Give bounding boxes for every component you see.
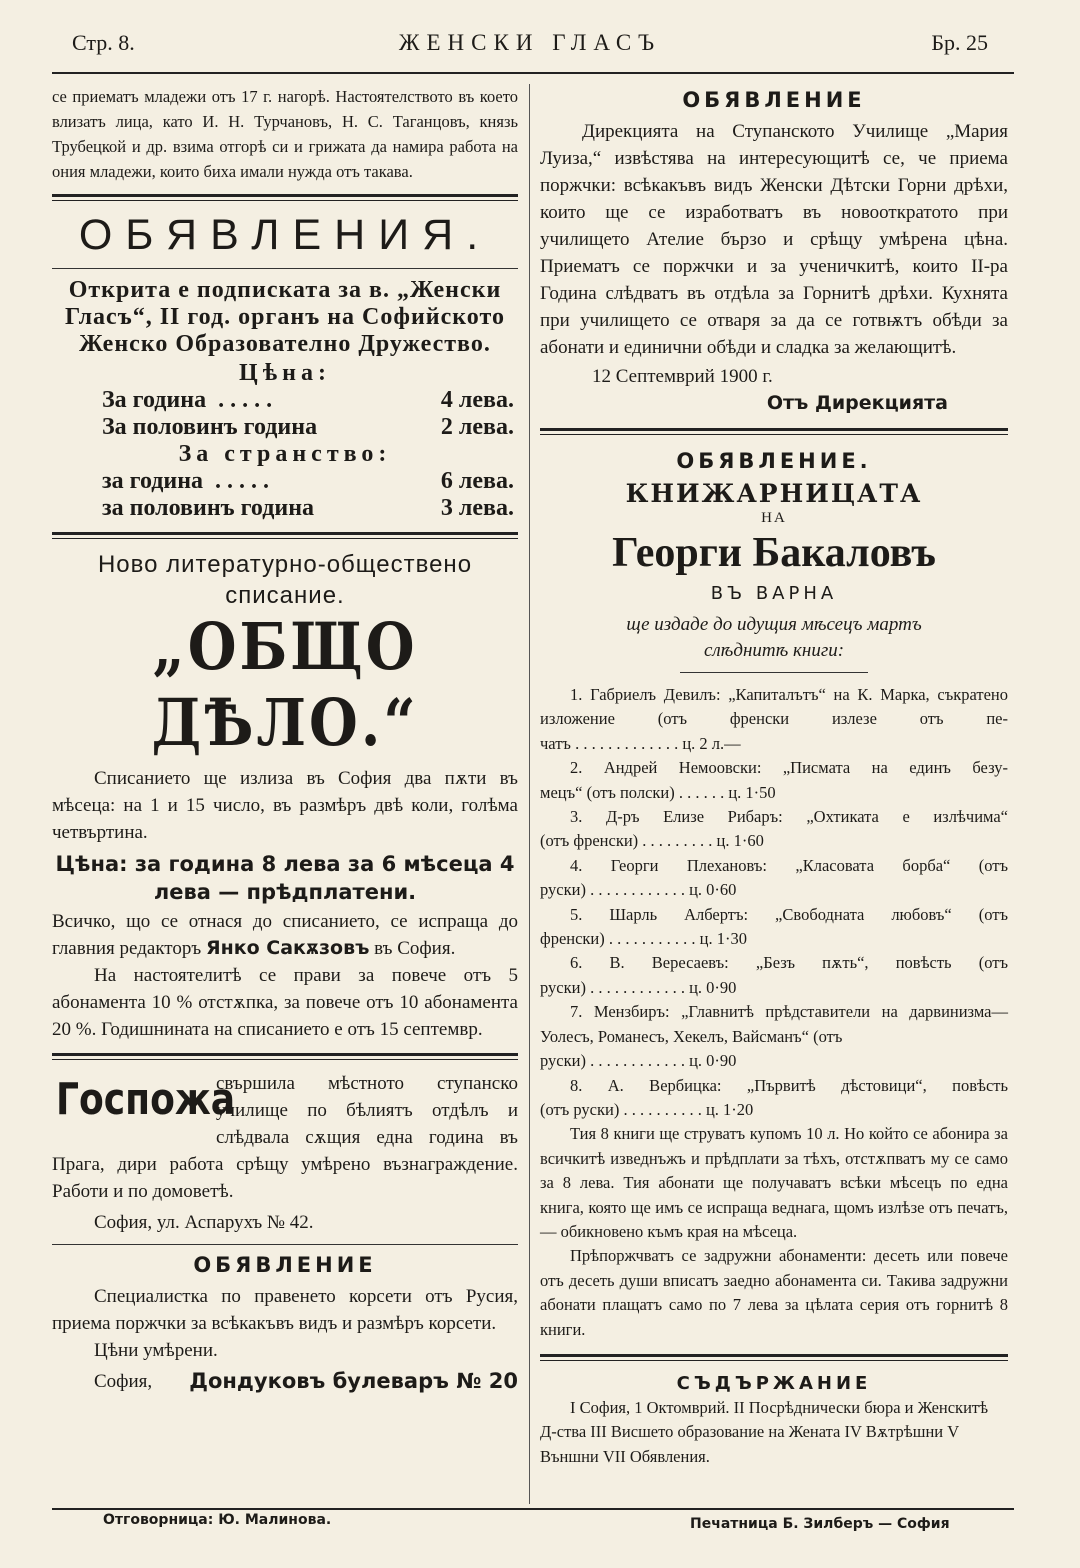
corset-text: Специалистка по правенето корсети отъ Русия, приема поржчки за всѣкакъвъ видъ и размѣръ корсети. xyxy=(52,1286,518,1334)
abroad-row xyxy=(52,495,518,522)
store-owner: Георги Бакаловъ xyxy=(612,530,936,576)
price-row xyxy=(52,387,518,414)
store-name: КНИЖАРНИЦАТА xyxy=(625,479,923,508)
thin-rule xyxy=(680,672,867,673)
book-ad-heading: ОБЯВЛЕНИЕ. xyxy=(676,449,872,473)
book-list xyxy=(540,683,1008,1342)
price-value: 6 лева. xyxy=(440,468,514,494)
school-text: Дирекцията на Ступанското Училище „Мария Луиза,“ извѣстява на интересующитѣ се, че приема поржчки: всѣкакъвъ видъ Женски Дѣтски Горни дрѣхи, които ще се изработватъ въ новооткратото при училището Ателие бързо и срѣщу умѣрена цѣна. Приематъ се поржчки и за ученичкитѣ, които II-ра Година слѣдватъ въ отдѣла за Горнитѣ дрѣхи. Кухнята при училището се отваря за да се готвѭтъ обѣди за абонати и единични обѣди и сладка за желающитѣ. xyxy=(540,121,1008,358)
book-price-line: (отъ руски) . . . . . . . . . . ц. 1·20 xyxy=(540,1099,754,1119)
gospozha-ad xyxy=(52,1070,518,1205)
journal-title: „ОБЩО ДѢЛО.“ xyxy=(151,609,419,761)
book-offer: Тия 8 книги ще струватъ купомъ 10 л. Но който се абонира за всичкитѣ изведнъжъ и прѣдплати за тѣхъ, отстѫпватъ му се само за 8 лева. Тия абонати ще получаватъ всѣки мѣсецъ по една книга, която ще имъ се испраща веднага, щомъ излѣзе отъ печатъ, — обикновено къмъ края на мѣсеца. xyxy=(540,1124,1008,1241)
price-label: за година . . . . . xyxy=(102,468,270,494)
book-item: 6. В. Вересаевъ: „Безъ пѫть“, повѣсть (отъ xyxy=(570,953,1008,973)
corset-heading: ОБЯВЛЕНИЕ xyxy=(193,1253,377,1277)
book-price-line: френски) . . . . . . . . . . . ц. 1·30 xyxy=(540,929,747,949)
gospozha-address: София, ул. Аспарухъ № 42. xyxy=(94,1212,314,1233)
column-divider xyxy=(529,84,530,1504)
corset-prices: Цѣни умѣрени. xyxy=(94,1340,218,1361)
book-price-line: (отъ френски) . . . . . . . . . ц. 1·60 xyxy=(540,831,764,851)
abroad-heading: За странство: xyxy=(178,441,392,467)
subscription-notice: Открита е подписката за в. „Женски Гласъ“, II год. органъ на Софийското Женско Образователно Дружество. xyxy=(65,277,505,357)
book-item: 3. Д-ръ Елизе Рибаръ: „Охтиката е излѣчима“ xyxy=(570,807,1008,827)
section-rule xyxy=(52,1053,518,1060)
price-label: За половинъ година xyxy=(102,414,318,440)
page-number: Стр. 8. xyxy=(72,30,135,55)
journal-paragraph: Списанието ще излиза въ София два пѫти въ мѣсеца: на 1 и 15 число, въ размѣръ двѣ коли, голѣма четвъртина. xyxy=(52,768,518,843)
editor-name: Янко Сакѫзовъ xyxy=(205,937,370,959)
contents-text: I София, 1 Октомврий. II Посрѣднически бюра и Женскитѣ Д-ства III Висшето образование на Жената IV Вѫтрѣшни V Външни VII Обявления. xyxy=(540,1397,989,1466)
corset-address: Дондуковъ булеваръ № 20 xyxy=(189,1369,518,1393)
right-column xyxy=(540,84,1008,1469)
store-city: ВЪ ВАРНА xyxy=(710,583,838,604)
section-rule xyxy=(52,194,518,201)
price-label: За година . . . . . xyxy=(102,387,273,413)
footer-printer: Печатница Б. Зилберъ — София xyxy=(690,1516,950,1532)
book-item: 7. Мензбиръ: „Главнитѣ прѣдставители на дарвинизма—Уолесъ, Романесъ, Хекелъ, Вайсманъ“ (отъ xyxy=(540,1002,1008,1046)
newspaper-title: ЖЕНСКИ ГЛАСЪ xyxy=(398,30,662,55)
abroad-row xyxy=(52,468,518,495)
section-rule xyxy=(52,532,518,539)
price-value: 3 лева. xyxy=(440,495,514,521)
section-rule xyxy=(540,428,1008,435)
thin-rule xyxy=(52,268,518,269)
book-price-line: руски) . . . . . . . . . . . . ц. 0·90 xyxy=(540,977,737,997)
ads-heading: ОБЯВЛЕНИЯ. xyxy=(78,211,492,259)
journal-contact-city: въ София. xyxy=(374,938,456,959)
issue-number: Бр. 25 xyxy=(931,30,988,55)
school-date: 12 Септемврий 1900 г. xyxy=(592,366,773,387)
group-subscription: Прѣпоржчватъ се задружни абонаменти: десеть или повече отъ десеть души вписатъ заедно абонамента си. Такива задружни абонати плащатъ само по 7 лева за цѣлата серия отъ горнитѣ 8 книги. xyxy=(540,1246,1008,1339)
book-item: 2. Андрей Немоовски: „Писмата на единъ безу- xyxy=(570,758,1008,778)
gospozha-word: Госпожа xyxy=(56,1074,236,1125)
page-header xyxy=(72,30,988,66)
footer-editor: Отговорница: Ю. Малинова. xyxy=(103,1512,332,1528)
book-item: 4. Георги Плехановъ: „Класовата борба“ (отъ xyxy=(570,855,1008,875)
article-continuation: се приематъ младежи отъ 17 г. нагорѣ. Настоятелството въ което влизатъ лица, като И. Н. Турчановъ, Н. С. Таганцовъ, князь Трубецкой и др. взима отгорѣ си и грижата да намира работа на ония младежи, които биха имали нужда отъ такава. xyxy=(52,87,518,181)
school-signature: Отъ Дирекцията xyxy=(766,392,948,414)
corset-city: София, xyxy=(94,1371,153,1392)
school-heading: ОБЯВЛЕНИЕ xyxy=(682,88,866,112)
book-price-line: мецъ“ (отъ полски) . . . . . . ц. 1·50 xyxy=(540,782,776,802)
price-value: 2 лева. xyxy=(440,414,514,440)
footer-rule xyxy=(52,1508,1014,1510)
book-price-line: руски) . . . . . . . . . . . . ц. 0·90 xyxy=(540,1051,737,1071)
corset-address-line xyxy=(52,1368,518,1395)
journal-intro: Ново литературно-обществено списание. xyxy=(97,551,473,609)
book-item: 1. Габриелъ Девилъ: „Капиталътъ“ на К. Марка, съкратено изложение (отъ френски излезе отъ пе- xyxy=(540,685,1008,729)
book-item: 8. А. Вербицка: „Първитѣ дѣстовици“, повѣсть xyxy=(570,1075,1008,1095)
journal-discount: На настоятелитѣ се прави за повече отъ 5 абонамента 10 % отстѫпка, за повече отъ 10 абонамента 20 %. Годишнината на списанието е отъ 15 септемвр. xyxy=(52,965,518,1040)
thin-rule xyxy=(52,1244,518,1245)
book-price-line: чатъ . . . . . . . . . . . . . ц. 2 л.— xyxy=(540,733,741,753)
price-heading: Цѣна: xyxy=(239,360,331,386)
section-rule xyxy=(540,1354,1008,1361)
book-intro: ще издаде до идущия мѣсецъ мартъ слѣднитѣ книги: xyxy=(626,614,922,661)
store-na: НА xyxy=(761,510,787,526)
book-price-line: руски) . . . . . . . . . . . . ц. 0·60 xyxy=(540,880,737,900)
header-rule xyxy=(52,72,1014,74)
book-item: 5. Шарль Албертъ: „Свободната любовъ“ (отъ xyxy=(570,904,1008,924)
price-row xyxy=(52,414,518,441)
journal-price: Цѣна: за година 8 лева за 6 мѣсеца 4 лева — прѣдплатени. xyxy=(55,852,515,904)
left-column xyxy=(52,84,518,1395)
journal-contact-text: Всичко, що се отнася до списанието, се испраща до главния редакторъ xyxy=(52,911,518,959)
price-label: за половинъ година xyxy=(102,495,315,521)
price-value: 4 лева. xyxy=(440,387,514,413)
journal-contact xyxy=(52,908,518,962)
gospozha-text: свършила мѣстното ступанско училище по бѣлиятъ отдѣлъ и слѣдвала сѫщия една година въ Прага, дири работа срѣщу умѣрено възнаграждение. Работи и по домоветѣ. xyxy=(52,1073,518,1202)
contents-heading: СЪДЪРЖАНИЕ xyxy=(676,1372,872,1394)
